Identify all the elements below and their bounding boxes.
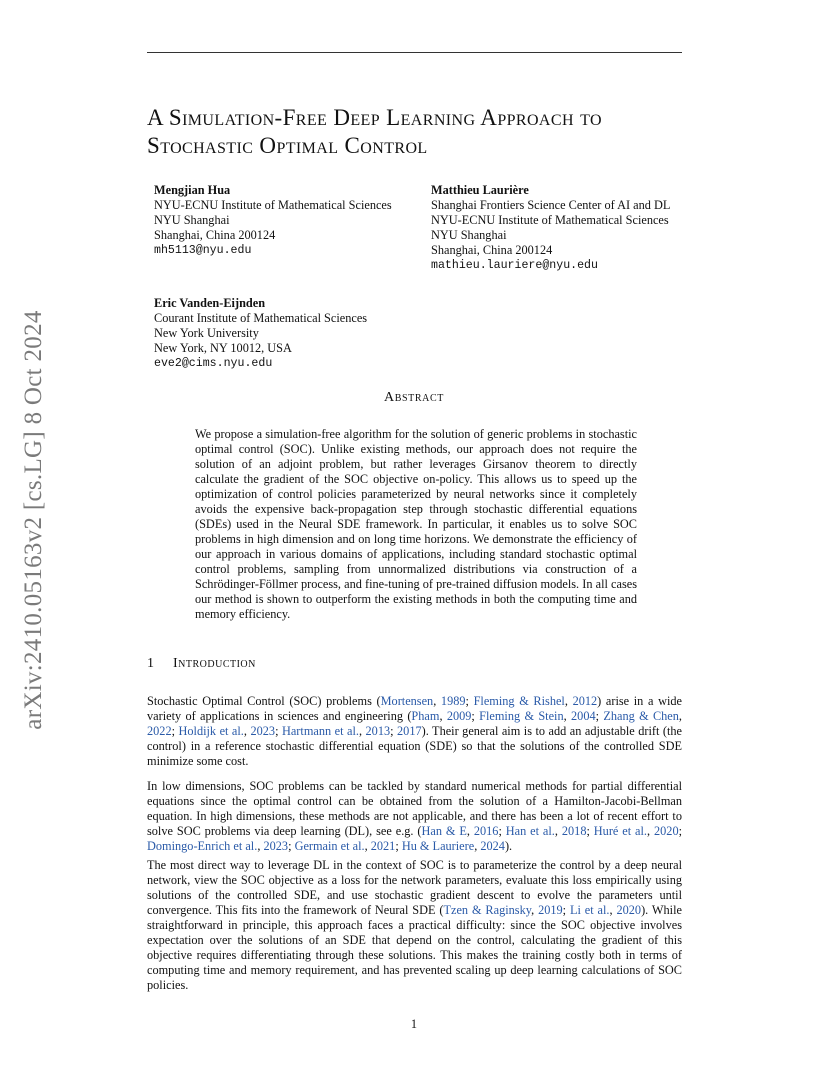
citation-link[interactable]: Han et al. [505, 824, 555, 838]
citation-link[interactable]: 2021 [370, 839, 396, 853]
paragraph-text: , [358, 724, 366, 738]
paragraph-text: In low dimensions, SOC problems can be tackled by standard numerical methods for partial differential equations since the optimal control can be obtained from the solution of a Hamilton-Jacobi-Bellman equation. In high dimensions, these methods are not applicable, and there has been a lot of recent effort to solve SOC problems via deep learning (DL), see e.g. ( [147, 779, 682, 838]
section-heading [147, 656, 256, 672]
citation-link[interactable]: 2017 [397, 724, 422, 738]
author-affiliation: Shanghai Frontiers Science Center of AI and DL [431, 198, 671, 212]
paragraph-text: ; [275, 724, 282, 738]
citation-link[interactable]: Zhang & Chen [603, 709, 679, 723]
paragraph-text: , [609, 903, 617, 917]
intro-paragraph-3 [147, 858, 682, 993]
paragraph-text: ; [390, 724, 398, 738]
paragraph-text: ; [586, 824, 594, 838]
title-line-2: Stochastic Optimal Control [147, 133, 428, 158]
paragraph-text: , [531, 903, 539, 917]
citation-link[interactable]: 2020 [654, 824, 679, 838]
author-affiliation: Shanghai, China 200124 [154, 228, 276, 242]
paragraph-text: Stochastic Optimal Control (SOC) problems ( [147, 694, 381, 708]
citation-link[interactable]: Han & E [421, 824, 467, 838]
paragraph-text: , [564, 694, 573, 708]
paragraph-text: , [257, 839, 264, 853]
arxiv-stamp: arXiv:2410.05163v2 [cs.LG] 8 Oct 2024 [20, 310, 47, 730]
paragraph-text: ; [498, 824, 506, 838]
author-email[interactable]: mh5113@nyu.edu [154, 244, 252, 257]
citation-link[interactable]: Hu & Lauriere [401, 839, 475, 853]
paragraph-text: ) arise in a wide variety of applications in sciences and engineering ( [147, 694, 682, 723]
section-number: 1 [147, 656, 155, 671]
paragraph-text: , [466, 824, 474, 838]
page-number: 1 [410, 1017, 418, 1031]
citation-link[interactable]: 2016 [473, 824, 499, 838]
paragraph-text: ; [395, 839, 402, 853]
author-affiliation: New York University [154, 326, 259, 340]
citation-link[interactable]: 2020 [616, 903, 642, 917]
author-name: Eric Vanden-Eijnden [154, 296, 266, 310]
citation-link[interactable]: Huré et al. [593, 824, 648, 838]
paragraph-text: , [563, 709, 572, 723]
paragraph-text: , [647, 824, 654, 838]
paragraph-text: ; [465, 694, 474, 708]
citation-link[interactable]: 2012 [572, 694, 598, 708]
author-name: Matthieu Laurière [431, 183, 529, 197]
paragraph-text: , [243, 724, 251, 738]
section-title: Introduction [173, 656, 256, 671]
paragraph-text: ). Their general aim is to add an adjustable drift (the control) in a reference stochastic differential equation (SDE) so that the solutions of the controlled SDE minimize some cost. [147, 724, 682, 768]
author-block-2 [431, 183, 670, 273]
author-email[interactable]: eve2@cims.nyu.edu [154, 357, 273, 370]
title-line-1: A Simulation-Free Deep Learning Approach to [147, 105, 602, 130]
author-block-1 [154, 183, 392, 258]
intro-paragraph-1 [147, 694, 682, 769]
author-email[interactable]: mathieu.lauriere@nyu.edu [431, 259, 598, 272]
abstract-text: We propose a simulation-free algorithm for the solution of generic problems in stochastic optimal control (SOC). Unlike existing methods, our approach does not require the solution of an adjoint problem, but rather leverages Girsanov theorem to directly calculate the gradient of the SOC objective on-policy. This allows us to speed up the optimization of control policies parameterized by neural networks since it completely avoids the expensive back-propagation step through stochastic differential equations (SDEs) used in the Neural SDE framework. In particular, it enables us to solve SOC problems in high dimension and on long time horizons. We demonstrate the efficiency of our approach in various domains of applications, including standard stochastic optimal control problems, sampling from unnormalized distributions via construction of a Schrödinger-Föllmer process, and fine-tuning of pre-trained diffusion models. In all cases our method is shown to outperform the existing methods in both the computing time and memory efficiency. [195, 427, 637, 621]
intro-paragraph-2 [147, 779, 682, 854]
author-affiliation: New York, NY 10012, USA [154, 341, 292, 355]
author-affiliation: Courant Institute of Mathematical Sciences [154, 311, 368, 325]
citation-link[interactable]: 2018 [561, 824, 587, 838]
citation-link[interactable]: 2004 [571, 709, 596, 723]
paragraph-text: ). [504, 839, 513, 853]
paragraph-text: ; [471, 709, 480, 723]
paragraph-text: ). While straightforward in principle, this approach faces a practical difficulty: since the SOC objective involves expectation over the solutions of an SDE that depend on the control, calculating the gradient of this objective requires differentiating through these solutions. This makes the training costly both in terms of computing time and memory requirement, and has prevented scaling up deep learning calculations of SOC policies. [147, 903, 682, 992]
citation-link[interactable]: Hartmann et al. [281, 724, 359, 738]
citation-link[interactable]: 2022 [147, 724, 172, 738]
citation-link[interactable]: Domingo-Enrich et al. [147, 839, 258, 853]
paragraph-text: The most direct way to leverage DL in the context of SOC is to parameterize the control by a deep neural network, view the SOC objective as a loss for the network parameters, evaluate this loss empirically using solutions of the controlled SDE, and use stochastic gradient descent to evolve the parameters until convergence. This fits into the framework of Neural SDE ( [147, 858, 682, 917]
paragraph-text: , [364, 839, 371, 853]
citation-link[interactable]: 1989 [440, 694, 466, 708]
citation-link[interactable]: Pham [411, 709, 440, 723]
author-affiliation: NYU-ECNU Institute of Mathematical Sciences [154, 198, 392, 212]
citation-link[interactable]: 2019 [538, 903, 563, 917]
paragraph-text: , [474, 839, 481, 853]
citation-link[interactable]: Mortensen [380, 694, 434, 708]
paragraph-text: ; [288, 839, 295, 853]
citation-link[interactable]: 2023 [263, 839, 289, 853]
citation-link[interactable]: 2009 [446, 709, 472, 723]
paragraph-text: ; [171, 724, 179, 738]
paragraph-text: , [433, 694, 441, 708]
author-name: Mengjian Hua [154, 183, 231, 197]
paragraph-text: , [554, 824, 562, 838]
paragraph-text: ; [595, 709, 604, 723]
citation-link[interactable]: Germain et al. [294, 839, 365, 853]
citation-link[interactable]: Fleming & Stein [479, 709, 564, 723]
citation-link[interactable]: Li et al. [569, 903, 610, 917]
author-affiliation: NYU Shanghai [431, 228, 507, 242]
paragraph-text: , [678, 709, 682, 723]
citation-link[interactable]: Holdijk et al. [178, 724, 244, 738]
author-affiliation: NYU-ECNU Institute of Mathematical Sciences [431, 213, 669, 227]
author-block-3 [154, 296, 367, 371]
paragraph-text: , [439, 709, 447, 723]
citation-link[interactable]: 2023 [250, 724, 276, 738]
paragraph-text: ; [562, 903, 570, 917]
author-affiliation: NYU Shanghai [154, 213, 230, 227]
citation-link[interactable]: Fleming & Rishel [473, 694, 565, 708]
paper-title [147, 104, 707, 160]
abstract-heading: Abstract [384, 390, 444, 405]
citation-link[interactable]: Tzen & Raginsky [443, 903, 532, 917]
paragraph-text: ; [678, 824, 683, 838]
header-rule [147, 52, 682, 53]
citation-link[interactable]: 2024 [480, 839, 505, 853]
author-affiliation: Shanghai, China 200124 [431, 243, 553, 257]
citation-link[interactable]: 2013 [365, 724, 391, 738]
